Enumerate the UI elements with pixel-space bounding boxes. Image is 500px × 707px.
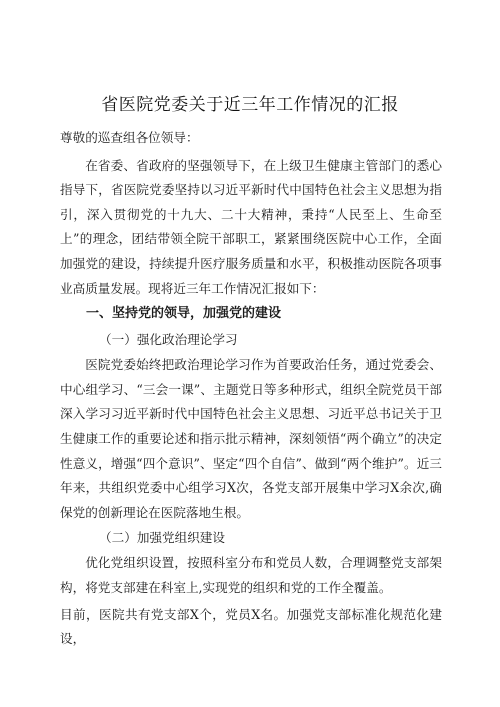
salutation: 尊敬的巡查组各位领导： xyxy=(60,130,199,145)
section-1-heading: 一、坚持党的领导，加强党的建设 xyxy=(86,306,282,322)
intro-paragraph: 在省委、省政府的坚强领导下，在上级卫生健康主管部门的悉心指导下，省医院党委坚持以习近平新时代中国特色社会主义思想为指引，深入贯彻党的十九大、二十大精神，秉持“人民至上、生命至上”的理念，团结带领全院干部职工，紧紧围绕医院中心工作，全面加强党的建设，持续提升医疗服务质量和水平，积极推动医院各项事业高质量发展。现将近三年工作情况汇报如下： xyxy=(60,157,442,296)
subsection-2-continued-paragraph: 目前，医院共有党支部X个，党员X名。加强党支部标准化规范化建设， xyxy=(60,606,442,647)
subsection-1-heading: （一）强化政治理论学习 xyxy=(99,332,238,348)
document-title: 省医院党委关于近三年工作情况的汇报 xyxy=(101,95,399,115)
document-body xyxy=(60,126,442,652)
subsection-1-paragraph: 医院党委始终把政治理论学习作为首要政治任务，通过党委会、中心组学习、“三会一课”、主题党日等多种形式，组织全院党员干部深入学习习近平新时代中国特色社会主义思想、习近平总书记关于卫生健康工作的重要论述和指示批示精神，深刻领悟“两个确立”的决定性意义，增强“四个意识”、坚定“四个自信”、做到“两个维护”。近三年来，共组织党委中心组学习X次，各党支部开展集中学习X余次,确保党的创新理论在医院落地生根。 xyxy=(60,357,442,520)
subsection-2-heading: （二）加强党组织建设 xyxy=(99,530,225,546)
subsection-2-paragraph: 优化党组织设置，按照科室分布和党员人数，合理调整党支部架构，将党支部建在科室上,实现党的组织和党的工作全覆盖。 xyxy=(60,555,442,595)
